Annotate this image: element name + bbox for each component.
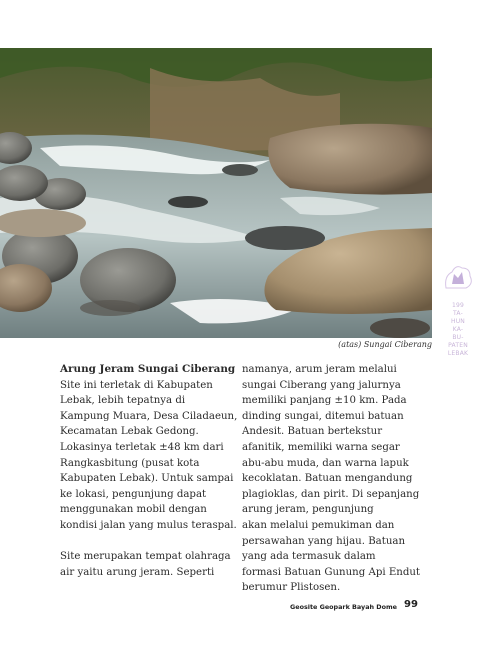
text-line: formasi Batuan Gunung Api Endut: [242, 566, 421, 578]
side-label-line: KA-: [452, 326, 464, 333]
text-line: menggunakan mobil dengan: [60, 504, 207, 516]
text-line: Lokasinya terletak ±48 km dari: [60, 441, 224, 453]
article-left-column: [60, 362, 238, 580]
text-line: sungai Ciberang yang jalurnya: [242, 379, 401, 391]
text-line: namanya, arum jeram melalui: [242, 364, 397, 375]
side-label-line: HUN: [451, 318, 465, 325]
page-number: 99: [404, 599, 418, 610]
text-line: Kecamatan Lebak Gedong.: [60, 426, 199, 438]
text-line: abu-abu muda, dan warna lapuk: [242, 457, 409, 469]
text-line: akan melalui pemukiman dan: [242, 519, 395, 531]
text-line: yang ada termasuk dalam: [242, 551, 376, 563]
text-line: Kabupaten Lebak). Untuk sampai: [60, 473, 234, 485]
text-line: Kampung Muara, Desa Ciladaeun,: [60, 410, 238, 422]
text-line: dinding sungai, ditemui batuan: [242, 410, 404, 422]
text-line: kondisi jalan yang mulus teraspal.: [60, 519, 237, 531]
text-line: ke lokasi, pengunjung dapat: [60, 488, 207, 500]
side-label-line: BU-: [452, 334, 464, 341]
footer-title: Geosite Geopark Bayah Dome: [290, 603, 397, 611]
text-line: berumur Plistosen.: [242, 582, 341, 594]
left-paragraph-1: [60, 378, 238, 534]
photo-caption: (atas) Sungai Ciberang: [338, 340, 432, 349]
side-label-line: 199: [451, 302, 465, 309]
left-paragraph-2: [60, 549, 238, 580]
text-line: Rangkasbitung (pusat kota: [60, 457, 200, 469]
text-line: arung jeram, pengunjung: [242, 504, 374, 516]
regency-emblem-icon: [440, 262, 476, 292]
side-label-line: LEBAK: [447, 350, 469, 357]
text-line: Andesit. Batuan bertekstur: [242, 426, 383, 438]
text-line: plagioklas, dan pirit. Di sepanjang: [242, 488, 420, 500]
text-line: afanitik, memiliki warna segar: [242, 441, 400, 453]
text-line: Site ini terletak di Kabupaten: [60, 379, 213, 391]
text-line: Lebak, lebih tepatnya di: [60, 395, 186, 407]
side-label-line: TA-: [453, 310, 463, 317]
text-line: air yaitu arung jeram. Seperti: [60, 566, 215, 578]
anniversary-side-label: [438, 302, 478, 358]
text-line: persawahan yang hijau. Batuan: [242, 535, 406, 547]
text-line: memiliki panjang ±10 km. Pada: [242, 395, 407, 407]
river-photo: [0, 48, 432, 338]
side-label-line: PATEN: [448, 342, 468, 349]
text-line: kecoklatan. Batuan mengandung: [242, 473, 413, 485]
article-heading: Arung Jeram Sungai Ciberang: [60, 363, 236, 375]
article-right-column: [242, 362, 430, 596]
text-line: Site merupakan tempat olahraga: [60, 551, 231, 563]
